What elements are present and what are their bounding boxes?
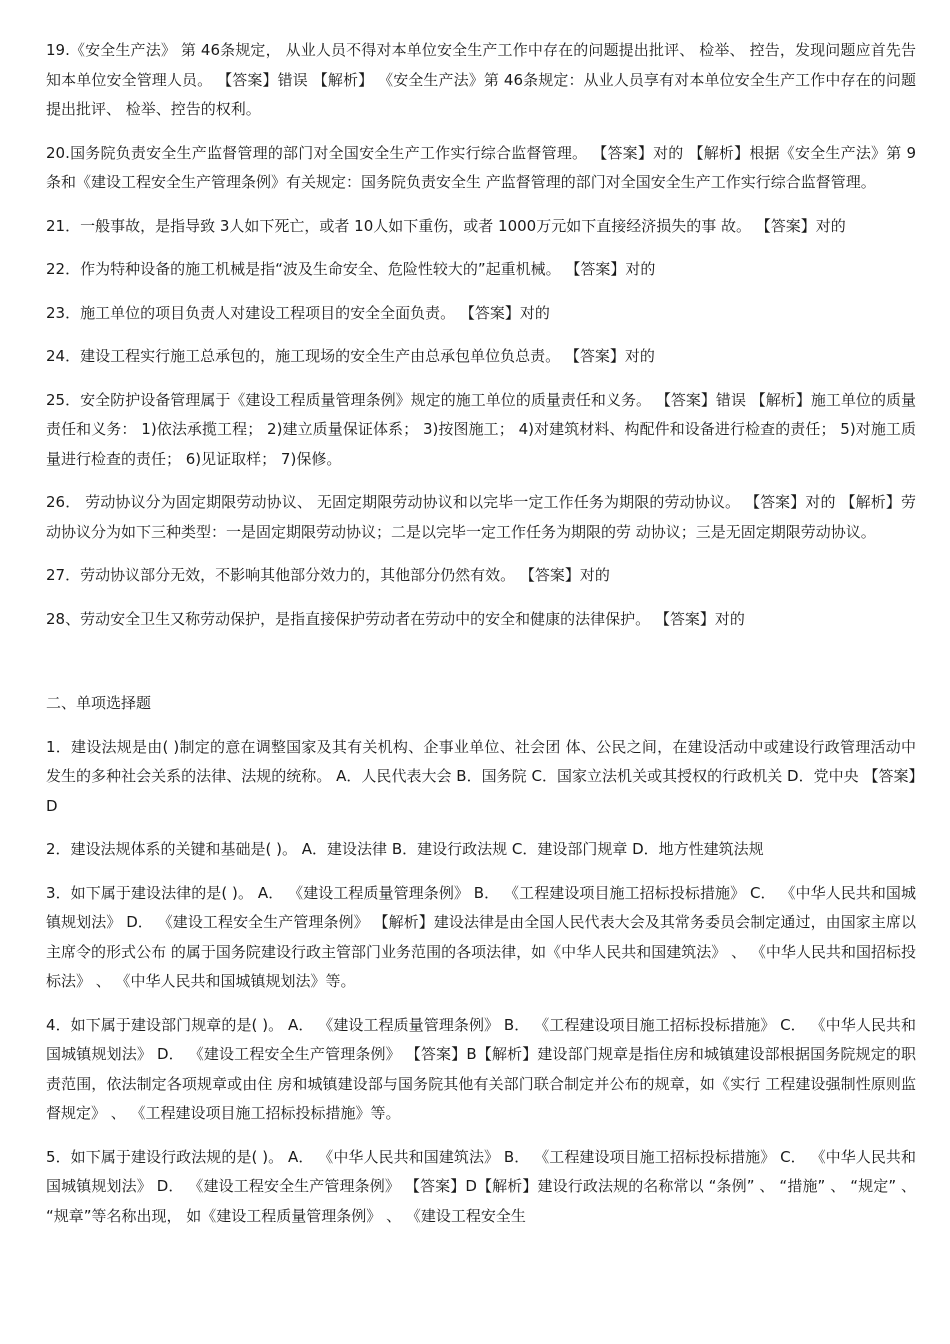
choice-question-2: 2．建设法规体系的关键和基础是( )。 A．建设法律 B．建设行政法规 C．建设部门规章 D．地方性建筑法规 (46, 840, 764, 858)
question-20: 20.国务院负责安全生产监督管理的部门对全国安全生产工作实行综合监督管理。 【答案】对的 【解析】根据《安全生产法》第 9条和《建设工程安全生产管理条例》有关规定：国务院负责安全生 产监督管理的部门对全国安全生产工作实行综合监督管理。 (46, 143, 916, 191)
question-25: 25．安全防护设备管理属于《建设工程质量管理条例》规定的施工单位的质量责任和义务。 【答案】错误 【解析】施工单位的质量责任和义务： 1)依法承揽工程； 2)建立质量保证体系； 3)按图施工； 4)对建筑材料、构配件和设备进行检查的责任； 5)对施工质量进行检查的责任； 6)见证取样； 7)保修。 (46, 390, 916, 468)
question-22: 22．作为特种设备的施工机械是指“波及生命安全、危险性较大的”起重机械。 【答案】对的 (46, 260, 656, 278)
document-page (46, 36, 916, 1245)
choice-question-5: 5．如下属于建设行政法规的是( )。 A． 《中华人民共和国建筑法》 B． 《工程建设项目施工招标投标措施》 C． 《中华人民共和国城镇规划法》 D． 《建设工程安全生产管理条例》 【答案】D【解析】建设行政法规的名称常以 “条例” 、 “措施” 、 “规定” 、 “规章”等名称出现， 如《建设工程质量管理条例》 、 《建设工程安全生 (46, 1147, 916, 1225)
question-27: 27．劳动协议部分无效，不影响其他部分效力的，其他部分仍然有效。 【答案】对的 (46, 566, 610, 584)
question-26: 26． 劳动协议分为固定期限劳动协议、 无固定期限劳动协议和以完毕一定工作任务为期限的劳动协议。 【答案】对的 【解析】劳动协议分为如下三种类型：一是固定期限劳动协议；二是以完毕一定工作任务为期限的劳 动协议；三是无固定期限劳动协议。 (46, 493, 916, 541)
choice-question-4: 4．如下属于建设部门规章的是( )。 A． 《建设工程质量管理条例》 B． 《工程建设项目施工招标投标措施》 C． 《中华人民共和国城镇规划法》 D． 《建设工程安全生产管理条例》 【答案】B【解析】建设部门规章是指住房和城镇建设部根据国务院规定的职责范围，依法制定各项规章或由住 房和城镇建设部与国务院其他有关部门联合制定并公布的规章，如《实行 工程建设强制性原则监督规定》 、 《工程建设项目施工招标投标措施》等。 (46, 1015, 916, 1122)
question-19: 19.《安全生产法》 第 46条规定， 从业人员不得对本单位安全生产工作中存在的问题提出批评、 检举、 控告，发现问题应首先告知本单位安全管理人员。 【答案】错误 【解析】 《安全生产法》第 46条规定：从业人员享有对本单位安全生产工作中存在的问题提出批评、 检举、控告的权利。 (46, 41, 916, 118)
choice-question-3: 3．如下属于建设法律的是( )。 A． 《建设工程质量管理条例》 B． 《工程建设项目施工招标投标措施》 C． 《中华人民共和国城镇规划法》 D． 《建设工程安全生产管理条例》 【解析】建设法律是由全国人民代表大会及其常务委员会制定通过，由国家主席以主席令的形式公布 的属于国务院建设行政主管部门业务范围的各项法律，如《中华人民共和国建筑法》 、 《中华人民共和国招标投 标法》 、 《中华人民共和国城镇规划法》等。 (46, 883, 916, 990)
choice-question-1: 1．建设法规是由( )制定的意在调整国家及其有关机构、企事业单位、社会团 体、公民之间，在建设活动中或建设行政管理活动中发生的多种社会关系的法律、法规的统称。 A．人民代表大会 B．国务院 C．国家立法机关或其授权的行政机关 D．党中央 【答案】D (46, 737, 916, 815)
question-23: 23．施工单位的项目负责人对建设工程项目的安全全面负责。 【答案】对的 (46, 303, 550, 322)
section-heading-single-choice: 二、单项选择题 (46, 694, 152, 712)
question-21: 21．一般事故，是指导致 3人如下死亡，或者 10人如下重伤，或者 1000万元如下直接经济损失的事 故。 【答案】对的 (46, 216, 846, 235)
question-28: 28、劳动安全卫生又称劳动保护，是指直接保护劳动者在劳动中的安全和健康的法律保护。 【答案】对的 (46, 609, 745, 628)
question-24: 24．建设工程实行施工总承包的，施工现场的安全生产由总承包单位负总责。 【答案】对的 (46, 347, 655, 365)
